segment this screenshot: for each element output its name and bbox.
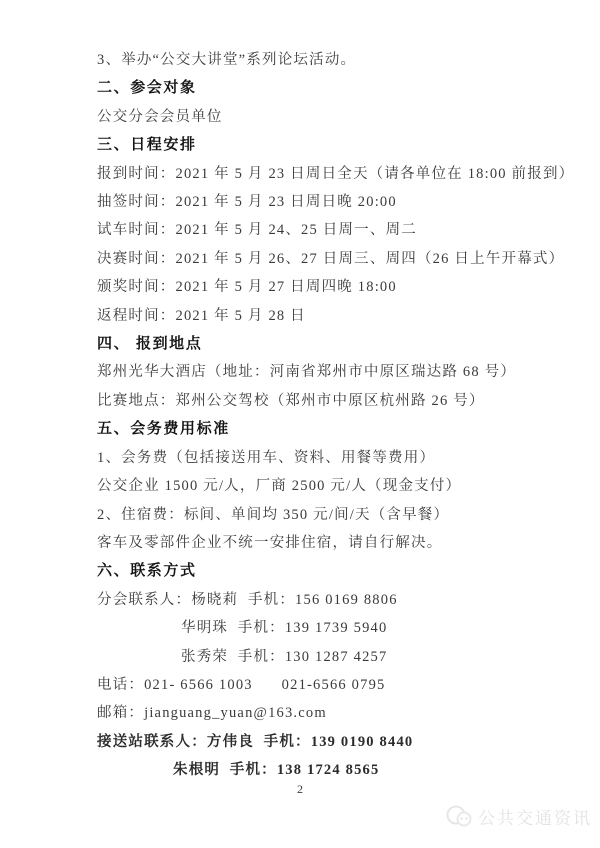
- document-line: 返程时间：2021 年 5 月 28 日: [97, 307, 306, 324]
- document-line: 公交分会会员单位: [97, 108, 223, 125]
- section-heading: 五、会务费用标准: [97, 420, 230, 438]
- section-heading: 三、日程安排: [97, 136, 197, 154]
- document-line: 华明珠 手机：139 1739 5940: [181, 620, 388, 637]
- document-line: 朱根明 手机：138 1724 8565: [173, 762, 380, 779]
- document-line: 郑州光华大酒店（地址：河南省郑州市中原区瑞达路 68 号）: [97, 364, 517, 381]
- document-line: 公交企业 1500 元/人，厂商 2500 元/人（现金支付）: [97, 478, 462, 495]
- document-line: 2、住宿费：标间、单间均 350 元/间/天（含早餐）: [97, 506, 450, 523]
- document-body: [97, 46, 590, 785]
- document-line: 接送站联系人：方伟良 手机：139 0190 8440: [97, 733, 414, 750]
- section-heading: 四、 报到地点: [97, 335, 203, 353]
- page-number: 2: [297, 782, 303, 796]
- watermark-label: 公共交通资讯: [478, 809, 592, 828]
- document-line: 比赛地点：郑州公交驾校（郑州市中原区杭州路 26 号）: [97, 392, 485, 409]
- document-line: 客车及零部件企业不统一安排住宿，请自行解决。: [97, 534, 443, 551]
- document-line: 张秀荣 手机：130 1287 4257: [181, 648, 388, 665]
- document-line: 分会联系人：杨晓莉 手机：156 0169 8806: [97, 591, 398, 608]
- document-line: 电话：021- 6566 1003 021-6566 0795: [97, 676, 386, 693]
- watermark: [446, 804, 592, 829]
- document-line: 1、会务费（包括接送用车、资料、用餐等费用）: [97, 449, 436, 466]
- document-line: 决赛时间：2021 年 5 月 26、27 日周三、周四（26 日上午开幕式）: [97, 250, 565, 267]
- document-line: 试车时间：2021 年 5 月 24、25 日周一、周二: [97, 222, 417, 239]
- section-heading: 二、参会对象: [97, 79, 197, 97]
- transit-news-logo-icon: [446, 805, 473, 829]
- document-line: 抽签时间：2021 年 5 月 23 日周日晚 20:00: [97, 194, 397, 211]
- document-line: 邮箱：jianguang_yuan@163.com: [97, 705, 327, 722]
- section-heading: 六、联系方式: [97, 562, 197, 580]
- document-line: 报到时间：2021 年 5 月 23 日周日全天（请各单位在 18:00 前报到）: [97, 165, 575, 182]
- document-line: 颁奖时间：2021 年 5 月 27 日周四晚 18:00: [97, 279, 397, 296]
- document-line: 3、举办“公交大讲堂”系列论坛活动。: [97, 52, 357, 68]
